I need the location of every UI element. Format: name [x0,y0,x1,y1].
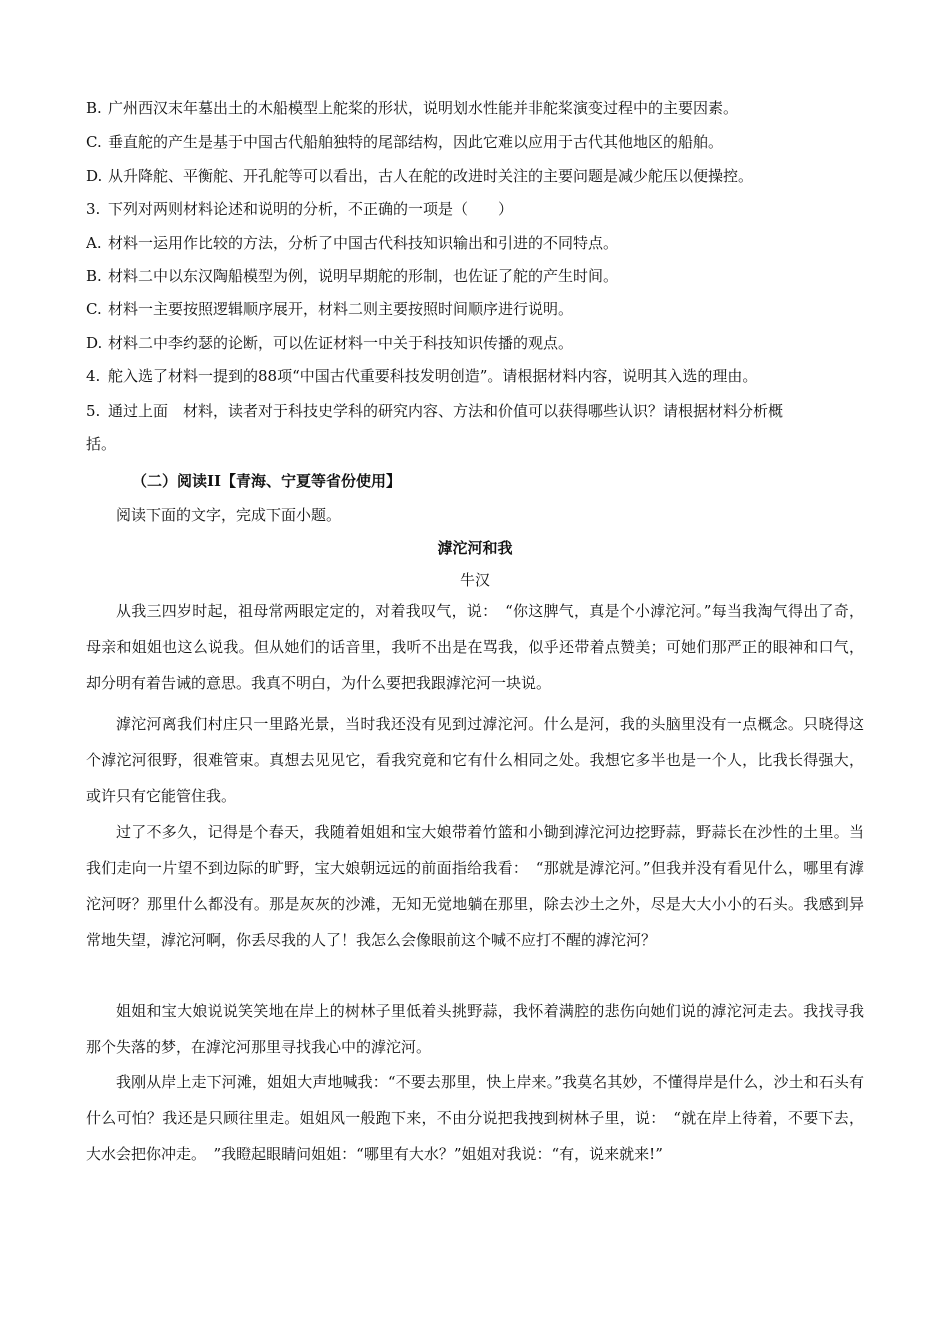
q5-line-2 [86,434,866,454]
question-number: 4. [86,367,101,385]
q4 [86,366,866,386]
q3-option-c [86,299,866,319]
q2-option-c [86,132,866,152]
option-text: 材料一运用作比较的方法，分析了中国古代科技知识输出和引进的不同特点。 [108,234,619,252]
q2-option-b [86,98,866,118]
article-paragraph-1: 从我三四岁时起，祖母常两眼定定的，对着我叹气，说： “你这脾气，真是个小滹沱河。”每当我淘气得出了奇，母亲和姐姐也这么说我。但从她们的话音里，我听不出是在骂我，似乎还带着点赞美；可她们那严正的眼神和口气，却分明有着告诫的意思。我真不明白，为什么要把我跟滹沱河一块说。 [86,602,864,692]
article-author: 牛汉 [459,571,490,589]
option-text: 广州西汉末年墓出土的木船模型上舵桨的形状，说明划水性能并非舵桨演变过程中的主要因素。 [108,99,739,117]
option-label: C. [86,300,102,318]
option-text: 垂直舵的产生是基于中国古代船舶独特的尾部结构，因此它难以应用于古代其他地区的船舶。 [108,133,724,151]
option-label: C. [86,133,102,151]
question-number: 3. [86,200,101,218]
question-text: 下列对两则材料论述和说明的分析，不正确的一项是（ ） [108,200,514,218]
q5-line-1 [86,401,866,421]
option-text: 材料一主要按照逻辑顺序展开，材料二则主要按照时间顺序进行说明。 [108,300,574,318]
option-label: A. [86,234,102,252]
question-text-continued: 括。 [86,435,117,453]
option-label: D. [86,334,103,352]
article-paragraph-2: 滹沱河离我们村庄只一里路光景，当时我还没有见到过滹沱河。什么是河，我的头脑里没有一点概念。只晓得这个滹沱河很野，很难管束。真想去见见它，看我究竟和它有什么相同之处。我想它多半也是一个人，比我长得强大，或许只有它能管住我。 [86,715,864,805]
q3-option-a [86,233,866,253]
article-paragraph-4: 姐姐和宝大娘说说笑笑地在岸上的树林子里低着头挑野蒜，我怀着满腔的悲伤向她们说的滹沱河走去。我找寻我那个失落的梦，在滹沱河那里寻找我心中的滹沱河。 [86,1002,864,1056]
question-text: 舵入选了材料一提到的88项“中国古代重要科技发明创造”。请根据材料内容，说明其入选的理由。 [108,367,758,385]
option-label: B. [86,99,102,117]
q3-stem [86,199,866,219]
article-paragraph-5: 我刚从岸上走下河滩，姐姐大声地喊我：“不要去那里，快上岸来。”我莫名其妙，不懂得岸是什么，沙土和石头有什么可怕？我还是只顾往里走。姐姐风一般跑下来，不由分说把我拽到树林子里，说： “就在岸上待着，不要下去，大水会把你冲走。 ”我瞪起眼睛问姐姐：“哪里有大水？”姐姐对我说：“有，说来就来!” [86,1073,864,1163]
option-text: 从升降舵、平衡舵、开孔舵等可以看出，古人在舵的改进时关注的主要问题是减少舵压以便操控。 [108,167,754,185]
article-title: 滹沱河和我 [437,539,513,557]
option-label: B. [86,267,102,285]
option-text: 材料二中以东汉陶船模型为例，说明早期舵的形制，也佐证了舵的产生时间。 [108,267,619,285]
q3-option-b [86,266,866,286]
q3-option-d [86,333,866,353]
q2-option-d [86,166,866,186]
option-text: 材料二中李约瑟的论断，可以佐证材料一中关于科技知识传播的观点。 [108,334,574,352]
question-number: 5. [86,402,101,420]
section-instruction: 阅读下面的文字，完成下面小题。 [116,506,342,524]
question-text: 通过上面 材料，读者对于科技史学科的研究内容、方法和价值可以获得哪些认识？请根据材料分析概 [108,402,784,420]
article-paragraph-3: 过了不多久，记得是个春天，我随着姐姐和宝大娘带着竹篮和小锄到滹沱河边挖野蒜，野蒜长在沙性的土里。当我们走向一片望不到边际的旷野，宝大娘朝远远的前面指给我看： “那就是滹沱河。”但我并没有看见什么，哪里有滹沱河呀？那里什么都没有。那是灰灰的沙滩，无知无觉地躺在那里，除去沙土之外，尽是大大小小的石头。我感到异常地失望，滹沱河啊，你丢尽我的人了！我怎么会像眼前这个喊不应打不醒的滹沱河？ [86,823,864,949]
section-heading: （二）阅读II【青海、宁夏等省份使用】 [132,472,402,490]
option-label: D. [86,167,103,185]
